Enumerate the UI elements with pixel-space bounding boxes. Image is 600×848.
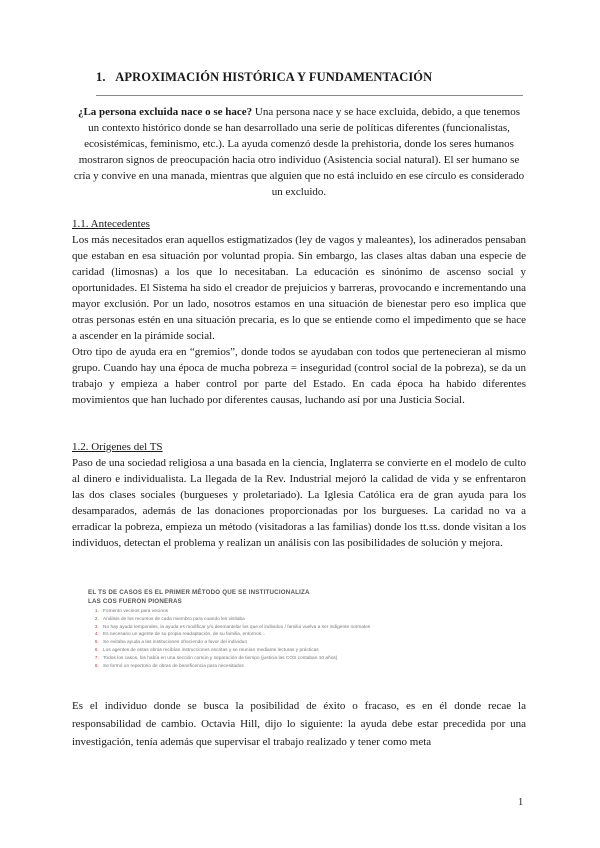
slide-list	[88, 608, 488, 670]
intro-question: ¿La persona excluida nace o se hace?	[77, 106, 253, 118]
antecedentes-paragraph-2: Otro tipo de ayuda era en “gremios”, donde todos se ayudaban con todos que pertenecieran al mismo grupo. Cuando hay una época de mucha pobreza = inseguridad (control social de la pobreza), se da un trabajo y empieza a haber control por parte del Estado. En cada época ha habido diferentes movimientos que han luchado por diferentes causas, luchando así por una Justicia Social.	[72, 346, 526, 406]
slide-list-item: 2. Análisis de los recursos de cada miembro para cuando les visitaba	[100, 616, 488, 624]
slide-list-item: 1. Fomento vecinos para vecinos	[100, 608, 488, 616]
antecedentes-paragraph-1: Los más necesitados eran aquellos estigmatizados (ley de vagos y maleantes), los adinerados pensaban que estaban en esa situación por voluntad propia. Sin embargo, las clases altas daban una especie de caridad (limosnas) a los que lo necesitaban. La educación es sinónimo de ascenso social y oportunidades. El Sistema ha sido el creador de prejuicios y barreras, provocando e incrementando una mayor exclusión. Por un lado, nosotros estamos en una situación de bienestar pero eso implica que otras personas estén en una situación precaria, es lo que se entiende como el impedimento que se hace a ascender en la pirámide social.	[72, 234, 526, 342]
embedded-slide-image	[88, 588, 488, 673]
section-heading-antecedentes: 1.1. Antecedentes	[72, 218, 150, 230]
title-divider	[96, 95, 523, 96]
slide-list-item: 8. Se formó un repertorio de obras de beneficencia para necesitados	[100, 663, 488, 671]
slide-list-item: 7. Todos los casos, los había en una sección común y separación de tiempo (justicia las COS contaban 10 años)	[100, 655, 488, 663]
slide-list-item: 6. Los agentes de estas obras recibían instrucciones escritas y se reunían mediante lecturas y prácticas	[100, 647, 488, 655]
slide-list-item: 4. Es necesario un agente de su propia readaptación, de su familia, entornos...	[100, 631, 488, 639]
intro-text: Una persona nace y se hace excluida, debido, a que tenemos un contexto histórico donde se han desarrollado una serie de políticas diferentes (funcionalistas, ecosistémicas, feminismo, etc.). La ayuda comenzó desde la prehistoria, donde los seres humanos mostraron signos de preocupación hacia otro individuo (Asistencia social natural). El ser humano se cría y convive en una manada, mientras que alguien que no está incluido en ese círculo es considerado un excluido.	[73, 106, 525, 198]
origenes-paragraph: Paso de una sociedad religiosa a una basada en la ciencia, Inglaterra se convierte en el modelo de culto al dinero e individualista. La llegada de la Rev. Industrial mejoró la calidad de vida y se enfrentaron las dos clases sociales (burgueses y proletariado). La Iglesia Católica era de gran ayuda para los desamparados, además de las donaciones proporcionadas por los burgueses. La caridad no va a erradicar la pobreza, empieza un método (visitadoras a las familias) donde los tt.ss. donde visitan a los individuos, detectan el problema y realizan un análisis con las posibilidades de solución y mejora.	[72, 457, 526, 549]
slide-list-item: 3. No hay ayuda temporales, la ayuda es modificar y/o desmantelar los que el individuo / familia vuelva a ser indigente normales	[100, 624, 488, 632]
page-number: 1	[518, 797, 524, 808]
section-origenes	[72, 439, 526, 551]
section-antecedentes	[72, 216, 526, 408]
page-title: 1. APROXIMACIÓN HISTÓRICA Y FUNDAMENTACIÓN	[96, 70, 433, 84]
slide-heading-line-1: EL TS DE CASOS ES EL PRIMER MÉTODO QUE SE INSTITUCIONALIZA	[88, 589, 310, 596]
closing-paragraph: Es el individuo donde se busca la posibilidad de éxito o fracaso, es en él donde recae la responsabilidad de cambio. Octavia Hill, dijo lo siguiente: la ayuda debe estar precedida por una investigación, tenía además que supervisar el trabajo realizado y tener como meta	[72, 700, 526, 748]
section-heading-origenes: 1.2. Orígenes del TS	[72, 441, 163, 453]
slide-heading-line-2: LAS COS FUERON PIONERAS	[88, 598, 182, 605]
slide-list-item: 5. Se evitaba ayuda a las instituciones ofreciendo a favor del individuo	[100, 639, 488, 647]
intro-paragraph	[72, 104, 526, 200]
